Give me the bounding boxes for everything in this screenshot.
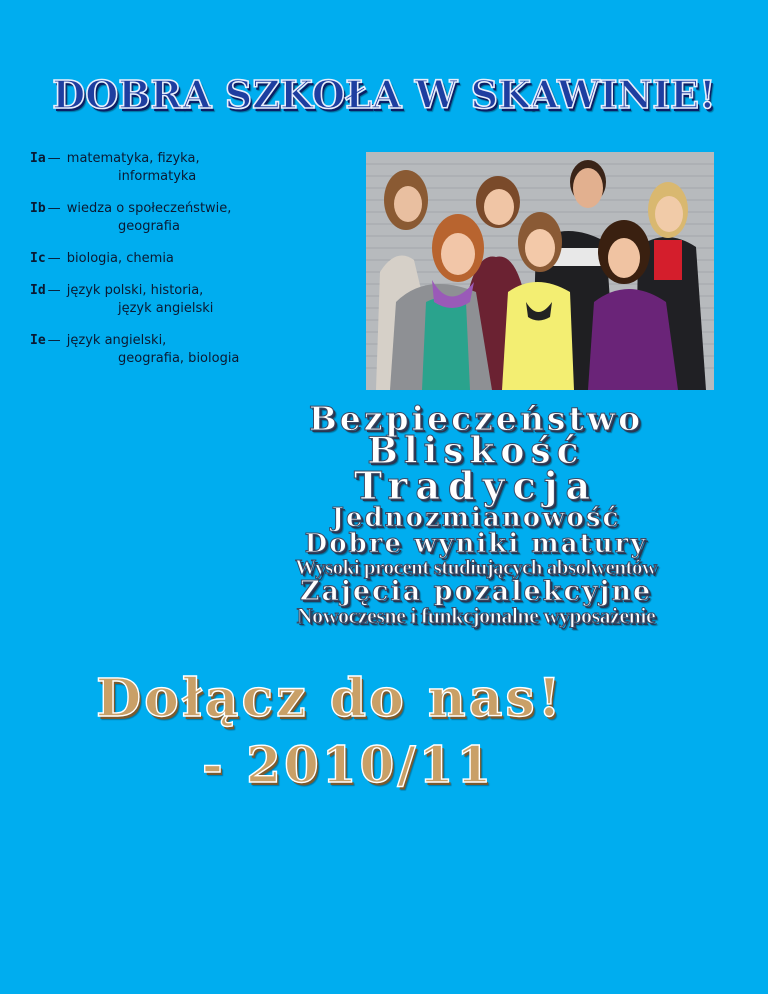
- class-code: Ia: [30, 151, 46, 166]
- class-dash: —: [47, 283, 61, 298]
- value-safety: Bezpieczeństwo: [308, 399, 644, 438]
- class-item-ic: [30, 250, 350, 268]
- value-tradition: Tradycja: [353, 463, 599, 508]
- value-graduates-studying: Wysoki procent studiujących absolwentów: [295, 555, 657, 579]
- school-values-list: [226, 399, 726, 628]
- class-code: Id: [30, 283, 46, 298]
- students-photo-illustration: [366, 152, 714, 390]
- students-group-photo: [366, 152, 714, 390]
- school-year-text: - 2010/11: [202, 735, 495, 794]
- class-subjects-cont: informatyka: [118, 169, 197, 184]
- class-item-ie: [30, 332, 350, 368]
- class-item-ia: [30, 150, 350, 186]
- class-item-id: [30, 282, 350, 318]
- class-dash: —: [47, 151, 61, 166]
- class-subjects: język polski, historia,: [66, 283, 204, 298]
- headline: DOBRA SZKOŁA W SKAWINIE!: [52, 72, 716, 117]
- value-closeness: Bliskość: [367, 430, 585, 472]
- value-modern-equipment: Nowoczesne i funkcjonalne wyposażenie: [296, 603, 656, 628]
- class-dash: —: [47, 251, 61, 266]
- class-subjects: język angielski,: [66, 333, 167, 348]
- class-subjects-cont: geografia: [118, 219, 180, 234]
- class-code: Ic: [30, 251, 46, 266]
- join-us-text: Dołącz do nas!: [96, 668, 564, 729]
- class-subjects: wiedza o społeczeństwie,: [66, 201, 232, 216]
- value-extracurricular: Zajęcia pozalekcyjne: [299, 576, 653, 607]
- value-single-shift: Jednozmianowość: [331, 503, 621, 533]
- value-exam-results: Dobre wyniki matury: [304, 529, 648, 559]
- class-dash: —: [47, 333, 61, 348]
- class-item-ib: [30, 200, 350, 236]
- class-subjects-cont: język angielski: [118, 301, 214, 316]
- join-us-callout: [96, 668, 696, 794]
- class-dash: —: [47, 201, 61, 216]
- class-code: Ib: [30, 201, 46, 216]
- class-subjects-cont: geografia, biologia: [118, 351, 240, 366]
- class-subjects: biologia, chemia: [66, 251, 174, 266]
- class-subjects: matematyka, fizyka,: [66, 151, 200, 166]
- class-code: Ie: [30, 333, 46, 348]
- class-profile-list: [30, 150, 350, 382]
